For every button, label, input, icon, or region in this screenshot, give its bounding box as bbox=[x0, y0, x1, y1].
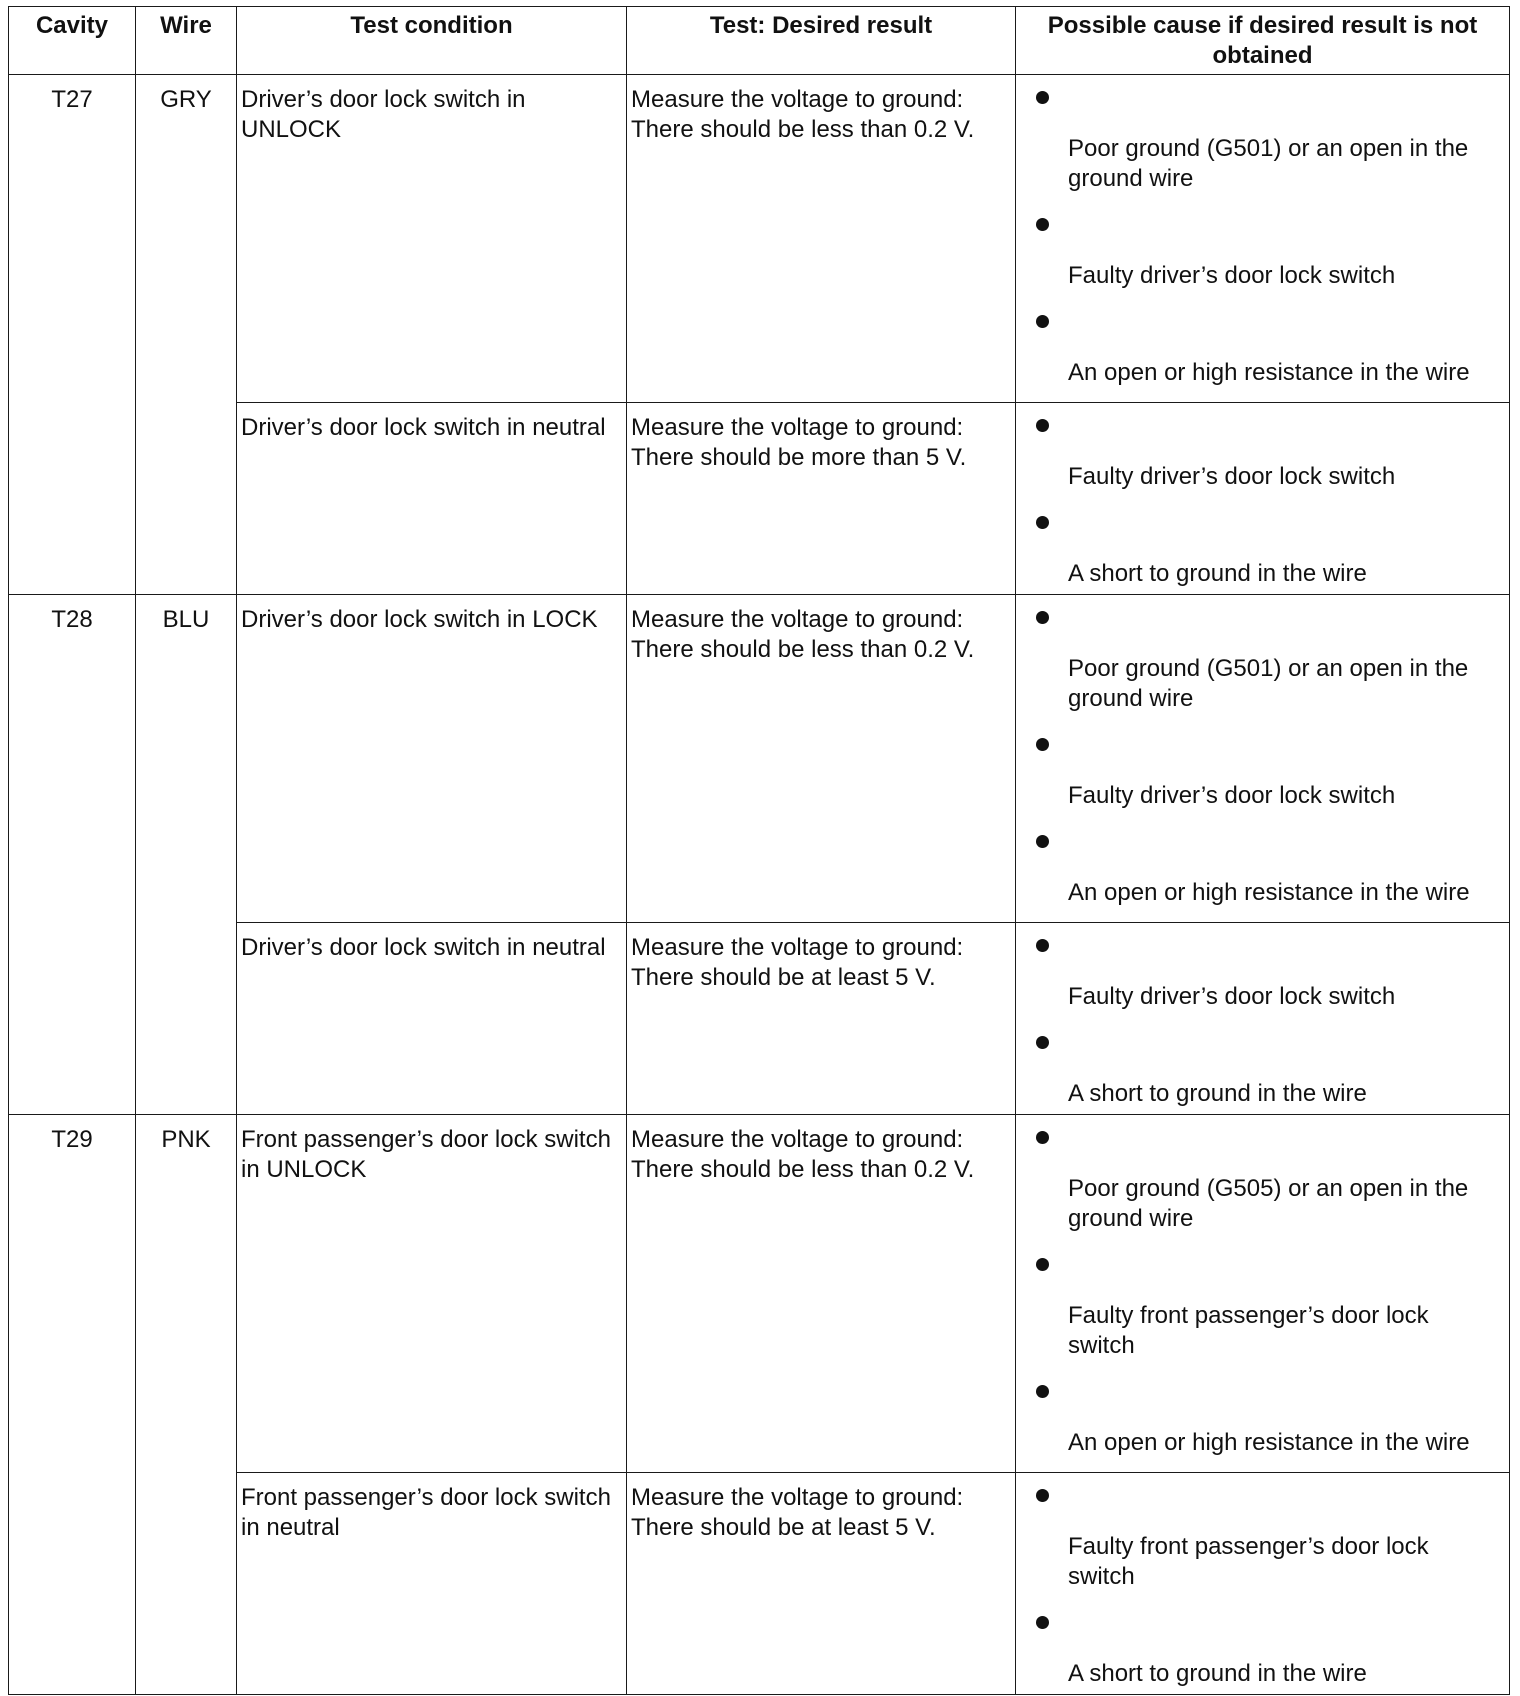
cause-list bbox=[1016, 1473, 1509, 1694]
cause-list bbox=[1016, 403, 1509, 594]
desired-result-cell: Measure the voltage to ground: There should be less than 0.2 V. bbox=[627, 75, 1016, 403]
bullet-icon bbox=[1036, 91, 1049, 104]
table-body bbox=[9, 75, 1510, 1695]
cause-item bbox=[1016, 603, 1509, 714]
cavity-cell: T27 bbox=[9, 75, 136, 595]
cause-item bbox=[1016, 83, 1509, 194]
bullet-icon bbox=[1036, 218, 1049, 231]
desired-result-cell: Measure the voltage to ground: There should be less than 0.2 V. bbox=[627, 595, 1016, 923]
cause-item bbox=[1016, 1250, 1509, 1361]
cause-text: Faulty driver’s door lock switch bbox=[1068, 983, 1396, 1010]
possible-cause-cell bbox=[1016, 1115, 1510, 1473]
header-wire: Wire bbox=[136, 7, 237, 75]
bullet-icon bbox=[1036, 611, 1049, 624]
cause-item bbox=[1016, 1608, 1509, 1689]
cause-item bbox=[1016, 210, 1509, 291]
cause-text: Poor ground (G501) or an open in the ground wire bbox=[1068, 135, 1469, 192]
cause-item bbox=[1016, 827, 1509, 908]
cause-text: Faulty front passenger’s door lock switch bbox=[1068, 1533, 1429, 1590]
cause-item bbox=[1016, 1028, 1509, 1109]
diagnostic-table bbox=[8, 6, 1510, 1695]
cause-item bbox=[1016, 411, 1509, 492]
table-row bbox=[9, 1115, 1510, 1473]
cause-list bbox=[1016, 923, 1509, 1114]
desired-result-cell: Measure the voltage to ground: There should be at least 5 V. bbox=[627, 1473, 1016, 1695]
bullet-icon bbox=[1036, 738, 1049, 751]
cause-list bbox=[1016, 75, 1509, 402]
cause-item bbox=[1016, 730, 1509, 811]
bullet-icon bbox=[1036, 939, 1049, 952]
cause-item bbox=[1016, 1123, 1509, 1234]
cause-list bbox=[1016, 1115, 1509, 1472]
bullet-icon bbox=[1036, 1385, 1049, 1398]
desired-result-cell: Measure the voltage to ground: There should be more than 5 V. bbox=[627, 403, 1016, 595]
possible-cause-cell bbox=[1016, 75, 1510, 403]
wire-cell: GRY bbox=[136, 75, 237, 595]
cause-text: An open or high resistance in the wire bbox=[1068, 879, 1470, 906]
cause-text: An open or high resistance in the wire bbox=[1068, 1429, 1470, 1456]
test-condition-cell: Front passenger’s door lock switch in neutral bbox=[237, 1473, 627, 1695]
wire-cell: PNK bbox=[136, 1115, 237, 1695]
bullet-icon bbox=[1036, 315, 1049, 328]
possible-cause-cell bbox=[1016, 595, 1510, 923]
desired-result-cell: Measure the voltage to ground: There should be at least 5 V. bbox=[627, 923, 1016, 1115]
header-cavity: Cavity bbox=[9, 7, 136, 75]
desired-result-cell: Measure the voltage to ground: There should be less than 0.2 V. bbox=[627, 1115, 1016, 1473]
cause-list bbox=[1016, 595, 1509, 922]
test-condition-cell: Front passenger’s door lock switch in UNLOCK bbox=[237, 1115, 627, 1473]
possible-cause-cell bbox=[1016, 1473, 1510, 1695]
cause-text: Faulty driver’s door lock switch bbox=[1068, 463, 1396, 490]
cause-text: Poor ground (G501) or an open in the ground wire bbox=[1068, 655, 1469, 712]
table-row bbox=[9, 75, 1510, 403]
header-desired-result: Test: Desired result bbox=[627, 7, 1016, 75]
cause-item bbox=[1016, 508, 1509, 589]
bullet-icon bbox=[1036, 835, 1049, 848]
cause-item bbox=[1016, 931, 1509, 1012]
cause-text: A short to ground in the wire bbox=[1068, 1080, 1367, 1107]
cause-text: A short to ground in the wire bbox=[1068, 1660, 1367, 1687]
cause-text: Faulty driver’s door lock switch bbox=[1068, 782, 1396, 809]
table-row bbox=[9, 595, 1510, 923]
bullet-icon bbox=[1036, 1131, 1049, 1144]
bullet-icon bbox=[1036, 1036, 1049, 1049]
possible-cause-cell bbox=[1016, 923, 1510, 1115]
cause-item bbox=[1016, 1481, 1509, 1592]
cavity-cell: T29 bbox=[9, 1115, 136, 1695]
possible-cause-cell bbox=[1016, 403, 1510, 595]
cause-text: Faulty driver’s door lock switch bbox=[1068, 262, 1396, 289]
cause-item bbox=[1016, 307, 1509, 388]
cavity-cell: T28 bbox=[9, 595, 136, 1115]
bullet-icon bbox=[1036, 1489, 1049, 1502]
cause-text: Poor ground (G505) or an open in the ground wire bbox=[1068, 1175, 1469, 1232]
cause-text: Faulty front passenger’s door lock switch bbox=[1068, 1302, 1429, 1359]
test-condition-cell: Driver’s door lock switch in UNLOCK bbox=[237, 75, 627, 403]
test-condition-cell: Driver’s door lock switch in neutral bbox=[237, 403, 627, 595]
wire-cell: BLU bbox=[136, 595, 237, 1115]
bullet-icon bbox=[1036, 419, 1049, 432]
header-test-condition: Test condition bbox=[237, 7, 627, 75]
bullet-icon bbox=[1036, 1616, 1049, 1629]
cause-text: A short to ground in the wire bbox=[1068, 560, 1367, 587]
bullet-icon bbox=[1036, 1258, 1049, 1271]
header-row bbox=[9, 7, 1510, 75]
test-condition-cell: Driver’s door lock switch in LOCK bbox=[237, 595, 627, 923]
cause-item bbox=[1016, 1377, 1509, 1458]
test-condition-cell: Driver’s door lock switch in neutral bbox=[237, 923, 627, 1115]
cause-text: An open or high resistance in the wire bbox=[1068, 359, 1470, 386]
bullet-icon bbox=[1036, 516, 1049, 529]
header-possible-cause: Possible cause if desired result is not obtained bbox=[1016, 7, 1510, 75]
